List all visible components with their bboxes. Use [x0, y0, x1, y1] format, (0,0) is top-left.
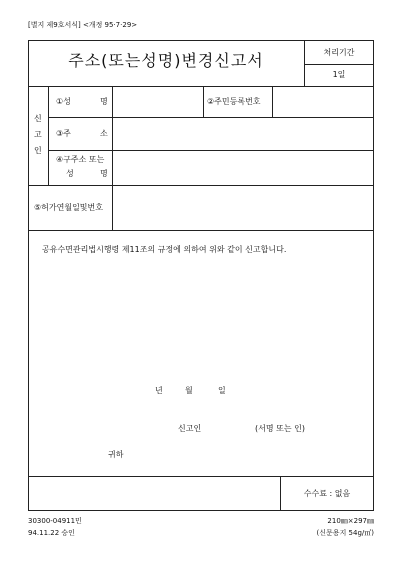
month-label: 월 — [185, 386, 193, 395]
reporter-bottom-line — [28, 185, 374, 186]
prev-name-char-1: 성 — [66, 169, 74, 178]
statement-text: 공유수면관리법시행령 제11조의 규정에 의하여 위와 같이 신고합니다. — [42, 245, 287, 254]
title-bottom-line — [28, 86, 374, 87]
form-frame — [28, 40, 374, 511]
paper-spec: (신문용지 54g/㎡) — [316, 529, 374, 537]
signature-label: (서명 또는 인) — [255, 424, 305, 433]
address-label: ③주 — [56, 129, 71, 138]
rrn-label: ②주민등록번호 — [207, 97, 261, 106]
side-label-char-2: 고 — [34, 130, 42, 139]
year-label: 년 — [155, 386, 163, 395]
processing-period-value: 1일 — [332, 70, 346, 79]
processing-divider — [304, 64, 374, 65]
approval-date: 94.11.22 승인 — [28, 529, 75, 537]
processing-period-label: 처리기간 — [323, 48, 355, 57]
label-column-line — [112, 86, 113, 230]
side-column-line — [48, 86, 49, 185]
addressee-label: 귀하 — [108, 450, 124, 459]
title-divider — [304, 40, 305, 86]
row-line-1 — [48, 117, 374, 118]
rrn-value-divider — [272, 86, 273, 117]
paper-size: 210㎜×297㎜ — [327, 517, 374, 525]
side-label-char-3: 인 — [34, 146, 42, 155]
permit-label: ⑤허가연월일및번호 — [34, 203, 103, 212]
prev-address-label: ④구주소 또는 — [56, 155, 105, 164]
name-label: ①성 — [56, 97, 71, 106]
day-label: 일 — [218, 386, 226, 395]
side-label-char-1: 신 — [34, 114, 42, 123]
row-line-2 — [48, 150, 374, 151]
address-label-tail: 소 — [100, 129, 108, 138]
form-code: 30300-04911민 — [28, 517, 82, 525]
reporter-sign-label: 신고인 — [178, 424, 202, 433]
permit-bottom-line — [28, 230, 374, 231]
fee-top-line — [28, 476, 374, 477]
name-rrn-divider — [203, 86, 204, 117]
fee-label: 수수료 : 없음 — [303, 489, 351, 498]
form-label: [별지 제9호서식] <개정 95·7·29> — [28, 21, 138, 29]
prev-name-char-2: 명 — [100, 169, 108, 178]
name-label-tail: 명 — [100, 97, 108, 106]
document-title: 주소(또는성명)변경신고서 — [68, 51, 264, 70]
